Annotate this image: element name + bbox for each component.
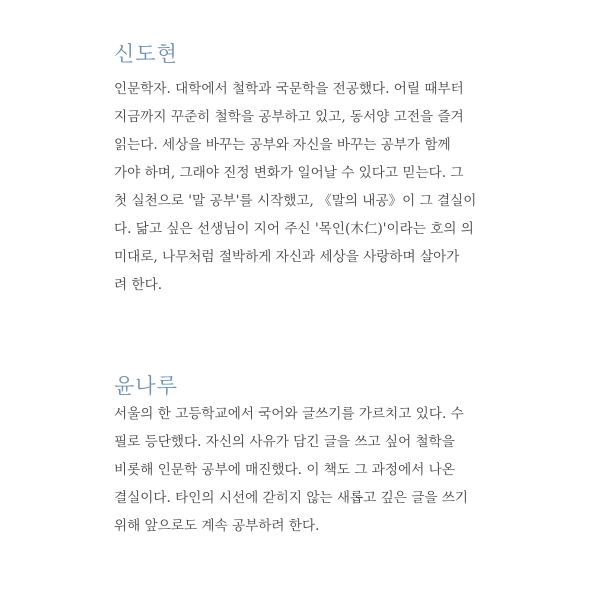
bio-line: 지금까지 꾸준히 철학을 공부하고 있고, 동서양 고전을 즐겨 xyxy=(114,109,464,125)
bio-line: 결실이다. 타인의 시선에 갇히지 않는 새롭고 깊은 글을 쓰기 xyxy=(114,490,469,506)
bio-line: 가야 하며, 그래야 진정 변화가 일어날 수 있다고 믿는다. 그 xyxy=(114,165,464,181)
bio-line: 서울의 한 고등학교에서 국어와 글쓰기를 가르치고 있다. 수 xyxy=(114,406,464,422)
bio-line: 위해 앞으로도 계속 공부하려 한다. xyxy=(114,518,320,534)
bio-line: 미대로, 나무처럼 절박하게 자신과 세상을 사랑하며 살아가 xyxy=(114,249,460,265)
bio-line: 읽는다. 세상을 바꾸는 공부와 자신을 바꾸는 공부가 함께 xyxy=(114,137,451,153)
author-bio xyxy=(114,400,494,540)
bio-line: 인문학자. 대학에서 철학과 국문학을 전공했다. 어릴 때부터 xyxy=(114,81,464,97)
bio-line: 첫 실천으로 '말 공부'를 시작했고, 《말의 내공》이 그 결실이 xyxy=(114,193,477,209)
author-bio xyxy=(114,75,494,299)
bio-line: 다. 닮고 싶은 선생님이 지어 주신 '목인(木仁)'이라는 호의 의 xyxy=(114,221,474,237)
bio-line: 려 한다. xyxy=(114,277,163,293)
author-name: 윤나루 xyxy=(114,374,178,398)
bio-line: 필로 등단했다. 자신의 사유가 담긴 글을 쓰고 싶어 철학을 xyxy=(114,434,455,450)
author-name: 신도현 xyxy=(114,42,178,66)
bio-line: 비롯해 인문학 공부에 매진했다. 이 책도 그 과정에서 나온 xyxy=(114,462,455,478)
